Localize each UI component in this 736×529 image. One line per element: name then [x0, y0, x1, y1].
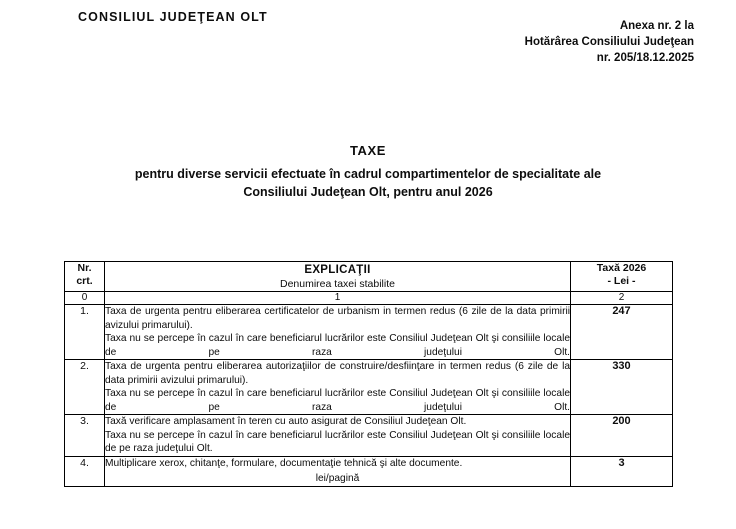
- annex-reference: [525, 18, 694, 66]
- taxes-table: [64, 261, 673, 487]
- row-description-line: Taxa nu se percepe în cazul în care beneficiarul lucrărilor este Consiliul Judeţean Olt şi consiliile locale de pe raza judeţului Olt.: [105, 388, 570, 413]
- row-unit: lei/pagină: [315, 473, 360, 484]
- row-number: 1.: [65, 305, 105, 360]
- header-nr-line-1: Nr.: [77, 262, 92, 274]
- annex-line-2: Hotărârea Consiliului Judeţean: [524, 36, 694, 48]
- row-number: 4.: [65, 456, 105, 486]
- row-description: [105, 456, 571, 486]
- annex-line-3: nr. 205/18.12.2025: [596, 52, 694, 64]
- row-description: [105, 415, 571, 457]
- row-description-line: Taxa nu se percepe în cazul în care beneficiarul lucrărilor este Consiliul Judeţean Olt şi consiliile locale de pe raza judeţului Olt.: [105, 429, 570, 454]
- row-amount: 247: [571, 305, 673, 360]
- row-amount: 3: [571, 456, 673, 486]
- column-number-0: 0: [65, 292, 105, 305]
- row-description-line: Taxa de urgenta pentru eliberarea certificatelor de urbanism in termen redus (6 zile de la data primirii avizului primarului).: [105, 306, 570, 331]
- institution-name: CONSILIUL JUDEŢEAN OLT: [78, 10, 268, 24]
- header-nr-line-2: crt.: [76, 275, 93, 287]
- row-amount: 330: [571, 360, 673, 415]
- row-description-line: Multiplicare xerox, chitanţe, formulare, documentaţie tehnică şi alte documente.: [105, 457, 463, 469]
- row-number: 2.: [65, 360, 105, 415]
- annex-line-1: Anexa nr. 2 la: [619, 20, 694, 32]
- table-row: [65, 360, 673, 415]
- column-number-1: 1: [105, 292, 571, 305]
- header-taxa-line-2: - Lei -: [607, 275, 636, 287]
- table-row: [65, 456, 673, 486]
- row-description-line: Taxă verificare amplasament în teren cu auto asigurat de Consiliul Judeţean Olt.: [105, 416, 467, 427]
- document-subtitle-line-1: pentru diverse servicii efectuate în cadrul compartimentelor de specialitate ale: [134, 167, 602, 181]
- header-taxa-line-1: Taxă 2026: [596, 262, 647, 274]
- table-row: [65, 415, 673, 457]
- table-row: [65, 305, 673, 360]
- header-explicatii-sub: Denumirea taxei stabilite: [280, 278, 395, 290]
- header-cell-taxa: [571, 262, 673, 292]
- document-subtitle: [0, 165, 736, 201]
- row-description-line: Taxa de urgenta pentru eliberarea autorizaţiilor de construire/desfiinţare in termen redus (6 zile de la data primirii avizului primarului).: [105, 361, 570, 386]
- table-column-number-row: [65, 292, 673, 305]
- header-cell-nr: [65, 262, 105, 292]
- document-title-block: [0, 143, 736, 201]
- row-description: [105, 360, 571, 415]
- header-explicatii-title: EXPLICAŢII: [304, 264, 371, 276]
- row-description-line: Taxa nu se percepe în cazul în care beneficiarul lucrărilor este Consiliul Judeţean Olt şi consiliile locale de pe raza judeţului Olt.: [105, 333, 570, 358]
- row-number: 3.: [65, 415, 105, 457]
- page-title: TAXE: [349, 143, 387, 158]
- row-description: [105, 305, 571, 360]
- column-number-2: 2: [571, 292, 673, 305]
- table-header-row: [65, 262, 673, 292]
- row-amount: 200: [571, 415, 673, 457]
- document-subtitle-line-2: Consiliului Judeţean Olt, pentru anul 2026: [243, 185, 493, 199]
- header-cell-explicatii: [105, 262, 571, 292]
